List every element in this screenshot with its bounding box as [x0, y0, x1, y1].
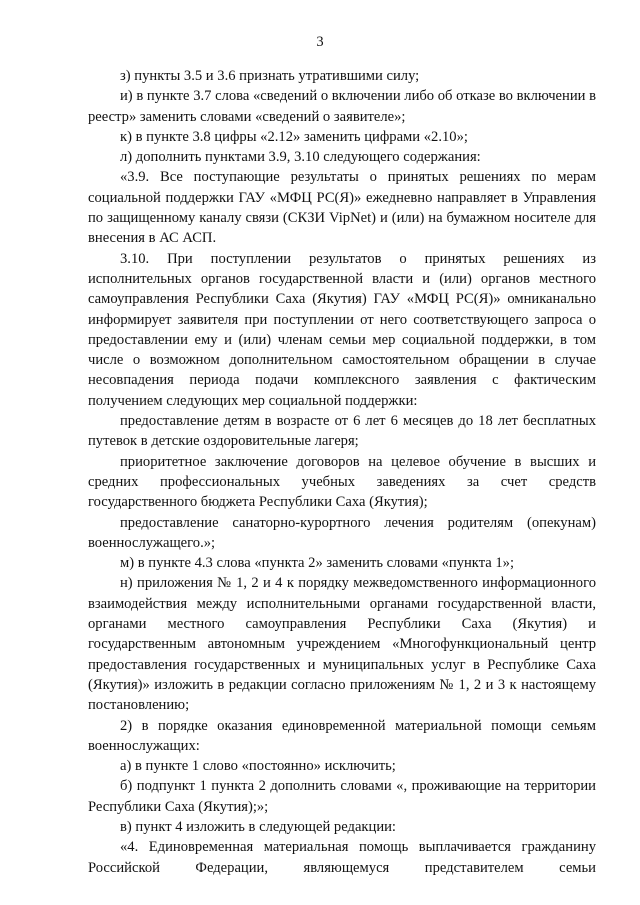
paragraph-l: л) дополнить пунктами 3.9, 3.10 следующего содержания: [120, 149, 481, 166]
paragraph-z: з) пункты 3.5 и 3.6 признать утратившими силу; [120, 68, 420, 84]
page-number: 3 [316, 34, 324, 50]
paragraph-2: 2) в порядке оказания единовременной материальной помощи семьям военнослужащих: [88, 717, 596, 754]
paragraph-i: и) в пункте 3.7 слова «сведений о включении либо об отказе во включении в реестр» заменить словами «сведений о заявителе»; [88, 88, 596, 125]
paragraph-3-10: 3.10. При поступлении результатов о принятых решениях из исполнительных органов государственной власти и (или) органов местного самоуправления Республики Саха (Якутия) ГАУ «МФЦ РС(Я)» омниканально информирует заявителя при поступлении от него соответствующего запроса о предоставлении ему и (или) членам семьи мер социальной поддержки, в том числе о возможном дополнительном самостоятельном обращении в случае несовпадения периода подачи комплексного заявления с фактическим получением следующих мер социальной поддержки: [88, 250, 596, 409]
document-body [88, 66, 596, 878]
paragraph-n: н) приложения № 1, 2 и 4 к порядку межведомственного информационного взаимодействия между исполнительными органами государственной власти, органами местного самоуправления Республики Саха (Якутия) и государственным автономным учреждением «Многофункциональный центр предоставления государственных и муниципальных услуг в Республике Саха (Якутия)» изложить в редакции согласно приложениям № 1, 2 и 3 к настоящему постановлению; [88, 575, 596, 714]
paragraph-3-9: «3.9. Все поступающие результаты о принятых решениях по мерам социальной поддержки ГАУ «МФЦ РС(Я)» ежедневно направляет в Управления по защищенному каналу связи (СКЗИ VipNet) и (или) на бумажном носителе для внесения в АС АСП. [88, 169, 596, 247]
paragraph-targeted-training: приоритетное заключение договоров на целевое обучение в высших и средних профессиональных учебных заведениях за счет средств государственного бюджета Республики Саха (Якутия); [88, 453, 596, 511]
paragraph-v: в) пункт 4 изложить в следующей редакции: [120, 818, 396, 835]
paragraph-4: «4. Единовременная материальная помощь выплачивается гражданину Российской Федерации, являющемуся представителем семьи [88, 839, 596, 876]
paragraph-a: а) в пункте 1 слово «постоянно» исключить; [120, 758, 396, 775]
paragraph-m: м) в пункте 4.3 слова «пункта 2» заменить словами «пункта 1»; [120, 555, 515, 572]
paragraph-b: б) подпункт 1 пункта 2 дополнить словами «, проживающие на территории Республики Саха (Якутия);»; [88, 778, 596, 815]
paragraph-children-vouchers: предоставление детям в возрасте от 6 лет 6 месяцев до 18 лет бесплатных путевок в детские оздоровительные лагеря; [88, 413, 596, 450]
paragraph-k: к) в пункте 3.8 цифры «2.12» заменить цифрами «2.10»; [120, 128, 468, 145]
paragraph-sanatorium-treatment: предоставление санаторно-курортного лечения родителям (опекунам) военнослужащего.»; [88, 514, 596, 551]
